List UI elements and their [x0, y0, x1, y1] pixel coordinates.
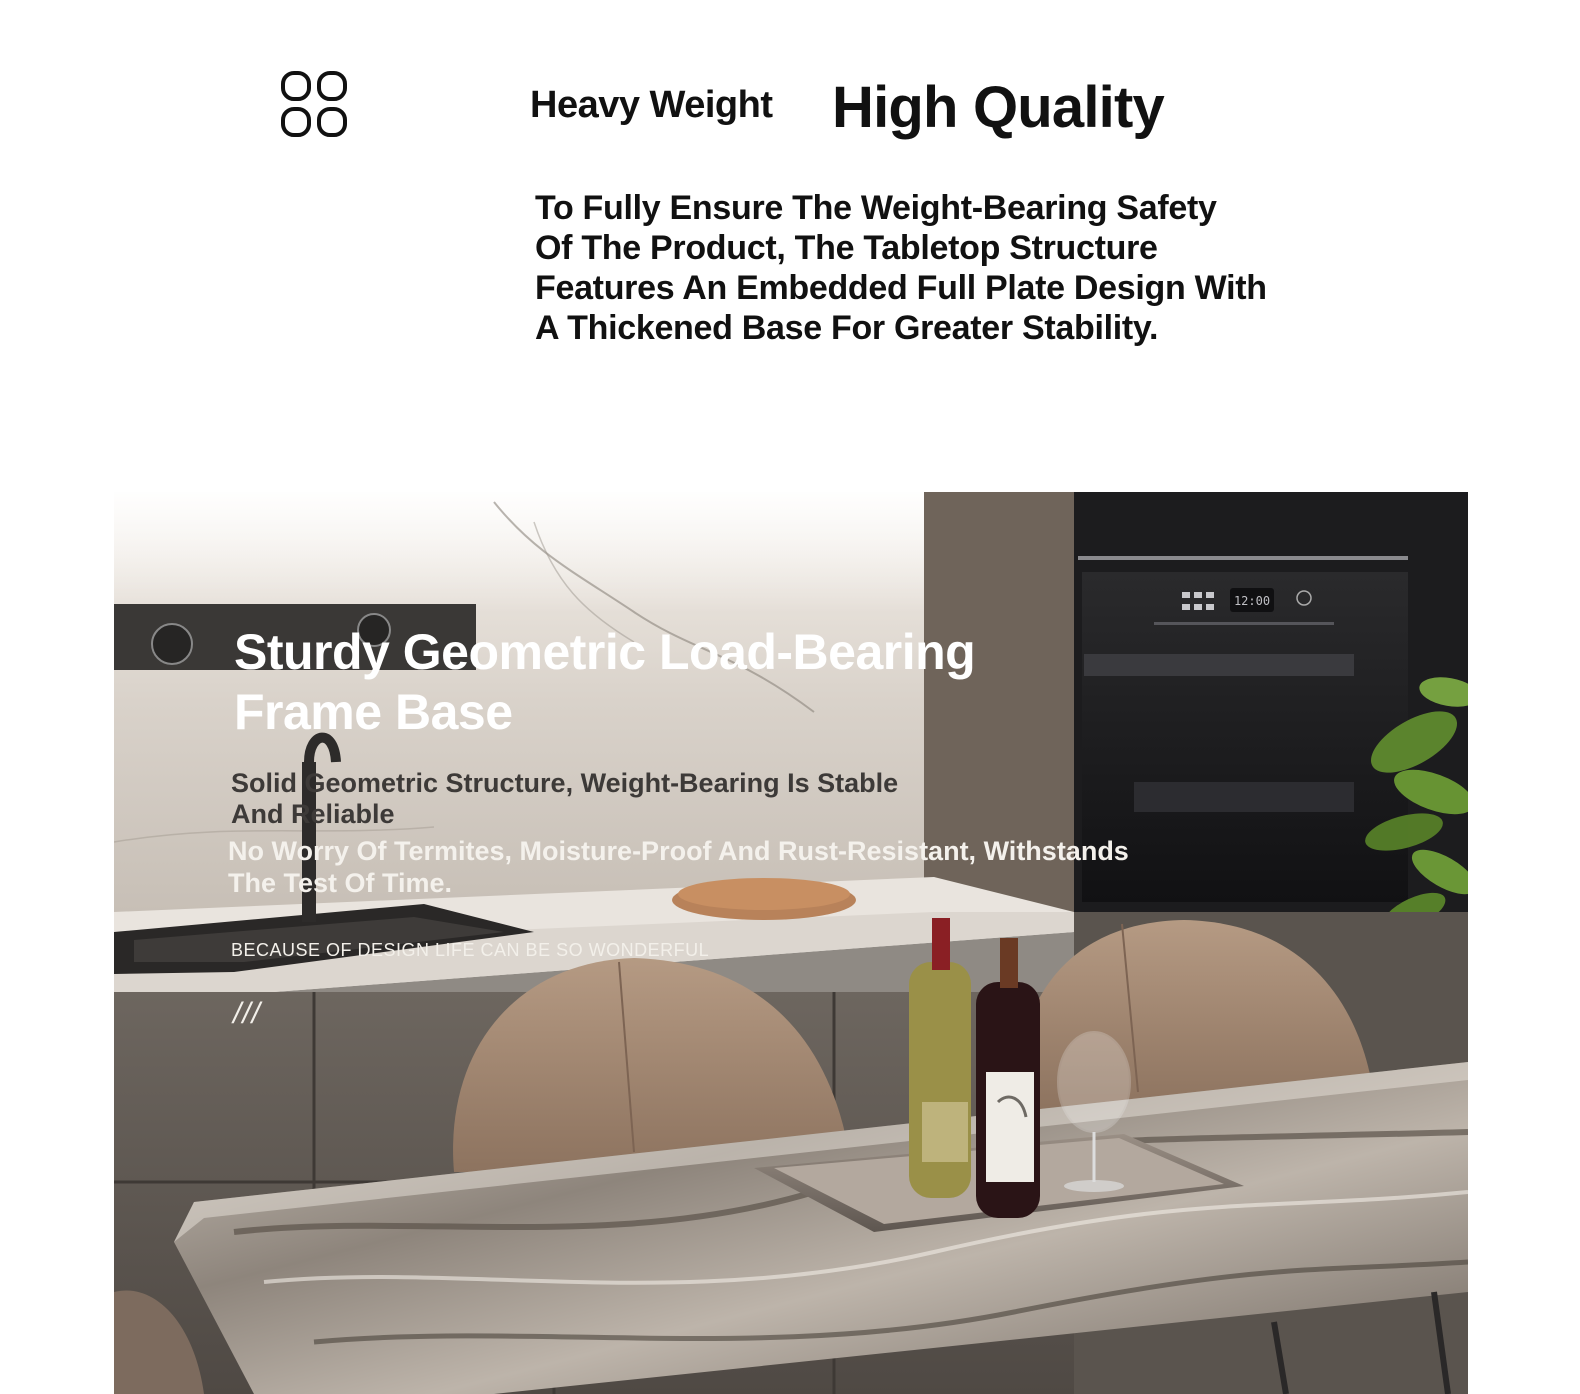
high-quality-heading: High Quality	[832, 75, 1164, 140]
photo-subtitle: Solid Geometric Structure, Weight-Bearing Is Stable And Reliable	[231, 768, 899, 829]
design-tagline: BECAUSE OF DESIGN LIFE CAN BE SO WONDERFUL	[231, 940, 710, 960]
four-squares-icon	[281, 71, 347, 137]
slash-decoration: ///	[233, 997, 262, 1030]
feature-description: To Fully Ensure The Weight-Bearing Safety Of The Product, The Tabletop Structure Features An Embedded Full Plate Design With A Thickened Base For Greater Stability.	[535, 189, 1267, 347]
photo-detail-text: No Worry Of Termites, Moisture-Proof And Rust-Resistant, Withstands The Test Of Time.	[228, 836, 1129, 898]
oven-clock-display: 12:00	[1233, 594, 1271, 608]
heavy-weight-label: Heavy Weight	[530, 84, 773, 126]
photo-title: Sturdy Geometric Load-Bearing Frame Base	[234, 624, 976, 740]
kitchen-dining-photo	[114, 492, 1468, 1394]
